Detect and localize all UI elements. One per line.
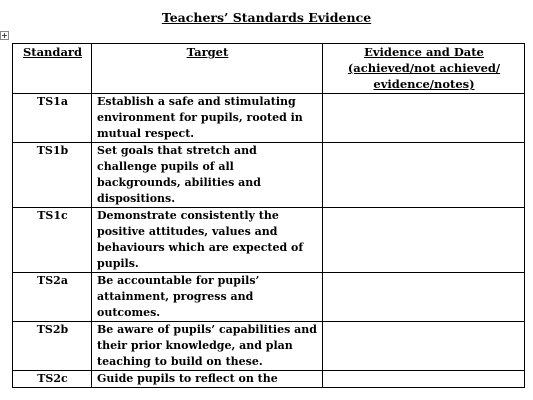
- standard-code: TS2c: [13, 371, 92, 388]
- table-row: [13, 322, 525, 371]
- evidence-cell[interactable]: [323, 94, 525, 143]
- table-row: [13, 208, 525, 273]
- standard-code: TS2a: [13, 273, 92, 322]
- evidence-cell[interactable]: [323, 273, 525, 322]
- header-evidence-line: Evidence and Date: [364, 45, 484, 59]
- evidence-cell[interactable]: [323, 322, 525, 371]
- table-row: [13, 273, 525, 322]
- standards-table: [12, 43, 525, 388]
- target-text: Establish a safe and stimulating environment for pupils, rooted in mutual respect.: [92, 94, 323, 143]
- header-evidence: [323, 44, 525, 94]
- target-text: Be aware of pupils’ capabilities and their prior knowledge, and plan teaching to build on these.: [92, 322, 323, 371]
- target-text: Guide pupils to reflect on the: [92, 371, 323, 388]
- standard-code: TS1a: [13, 94, 92, 143]
- table-header-row: [13, 44, 525, 94]
- target-text: Demonstrate consistently the positive attitudes, values and behaviours which are expected of pupils.: [92, 208, 323, 273]
- table-move-handle-icon[interactable]: [0, 31, 9, 40]
- evidence-cell[interactable]: [323, 208, 525, 273]
- table-row: [13, 371, 525, 388]
- header-standard: Standard: [13, 44, 92, 94]
- document-title: Teachers’ Standards Evidence: [161, 10, 372, 25]
- header-evidence-line: (achieved/not achieved/: [347, 61, 501, 75]
- standard-code: TS1b: [13, 143, 92, 208]
- evidence-cell[interactable]: [323, 371, 525, 388]
- evidence-cell[interactable]: [323, 143, 525, 208]
- header-evidence-line: evidence/notes): [373, 77, 475, 91]
- header-target: Target: [92, 44, 323, 94]
- standard-code: TS1c: [13, 208, 92, 273]
- standard-code: TS2b: [13, 322, 92, 371]
- table-row: [13, 143, 525, 208]
- table-row: [13, 94, 525, 143]
- target-text: Set goals that stretch and challenge pupils of all backgrounds, abilities and dispositions.: [92, 143, 323, 208]
- target-text: Be accountable for pupils’ attainment, progress and outcomes.: [92, 273, 323, 322]
